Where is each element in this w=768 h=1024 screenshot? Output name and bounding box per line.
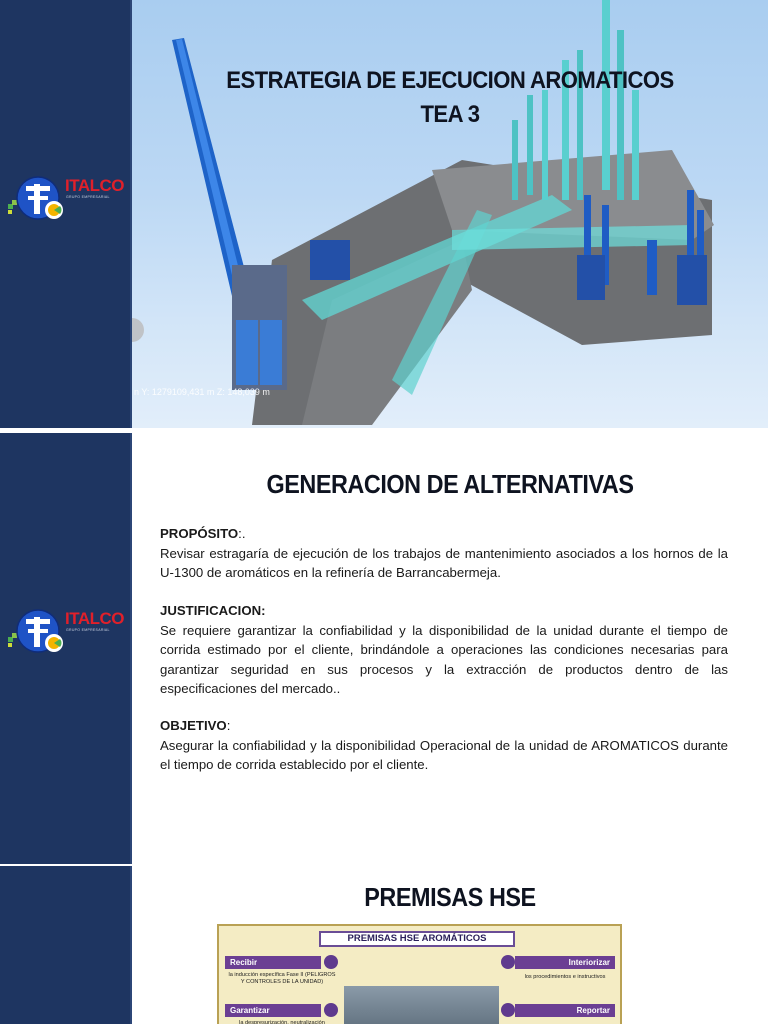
logo-subtitle: GRUPO EMPRESARIAL bbox=[66, 195, 110, 199]
slide-cover bbox=[0, 0, 768, 428]
objetivo-label-suffix: : bbox=[226, 718, 231, 733]
interiorizar-note: los procedimientos e instructivos bbox=[524, 974, 606, 980]
refinery-render bbox=[132, 0, 768, 428]
garantizar-chip: Garantizar bbox=[225, 1004, 321, 1017]
section-title: GENERACION DE ALTERNATIVAS bbox=[266, 469, 634, 499]
cover-title bbox=[157, 64, 742, 132]
proposito-block bbox=[160, 524, 728, 583]
objetivo-label-text: OBJETIVO bbox=[160, 718, 227, 733]
refinery-photo bbox=[344, 986, 499, 1024]
logo-text: ITALCO bbox=[65, 609, 125, 628]
proposito-label-text: PROPÓSITO bbox=[160, 526, 239, 541]
logo-text: ITALCO bbox=[65, 176, 125, 195]
justificacion-block bbox=[160, 601, 728, 699]
slide-alternatives bbox=[0, 433, 768, 864]
justificacion-text: Se requiere garantizar la confiabilidad y la disponibilidad de la unidad durante el tiempo de corrida estimado por el cliente, brindándole a operaciones las condiciones necesarias para garantizar seguridad en sus procesos y la extracción de productos dentro de las especificaciones del mercado.. bbox=[160, 622, 728, 696]
hse-infographic bbox=[217, 924, 622, 1024]
magnifier-icon bbox=[501, 1003, 515, 1017]
hse-banner: PREMISAS HSE AROMÁTICOS bbox=[319, 931, 515, 947]
shield-icon bbox=[324, 1003, 338, 1017]
sidebar bbox=[0, 866, 132, 1024]
objetivo-block bbox=[160, 716, 728, 775]
coordinate-readout: n Y: 1279109,431 m Z: 148,039 m bbox=[134, 387, 270, 397]
italco-logo-icon bbox=[8, 174, 68, 222]
justificacion-label: JUSTIFICACION: bbox=[160, 603, 266, 618]
interiorizar-chip: Interiorizar bbox=[515, 956, 615, 969]
proposito-label-suffix: :. bbox=[238, 526, 246, 541]
logo-subtitle: GRUPO EMPRESARIAL bbox=[66, 628, 110, 632]
cover-title-line2: TEA 3 bbox=[420, 101, 480, 128]
proposito-label bbox=[160, 524, 728, 544]
sidebar bbox=[0, 0, 132, 428]
cover-title-line1: ESTRATEGIA DE EJECUCION AROMATICOS bbox=[226, 67, 674, 94]
document-icon bbox=[501, 955, 515, 969]
objetivo-label bbox=[160, 716, 728, 736]
recibir-chip: Recibir bbox=[225, 956, 321, 969]
recibir-note: la inducción específica Fase II (PELIGROS Y CONTROLES DE LA UNIDAD) bbox=[228, 972, 336, 985]
slide-hse bbox=[0, 866, 768, 1024]
garantizar-note: la despresurización, neutralización bbox=[239, 1020, 325, 1024]
italco-logo bbox=[8, 607, 128, 655]
reportar-chip: Reportar bbox=[515, 1004, 615, 1017]
megaphone-icon bbox=[324, 955, 338, 969]
proposito-text: Revisar estragaría de ejecución de los trabajos de mantenimiento asociados a los hornos de la U-1300 de aromáticos en la refinería de Barrancabermeja. bbox=[160, 545, 728, 580]
objetivo-text: Asegurar la confiabilidad y la disponibilidad Operacional de la unidad de AROMATICOS durante el tiempo de corrida establecido por el cliente. bbox=[160, 737, 728, 772]
italco-logo bbox=[8, 174, 128, 222]
section-title: PREMISAS HSE bbox=[364, 882, 536, 912]
italco-logo-icon bbox=[8, 607, 68, 655]
sidebar bbox=[0, 433, 132, 864]
